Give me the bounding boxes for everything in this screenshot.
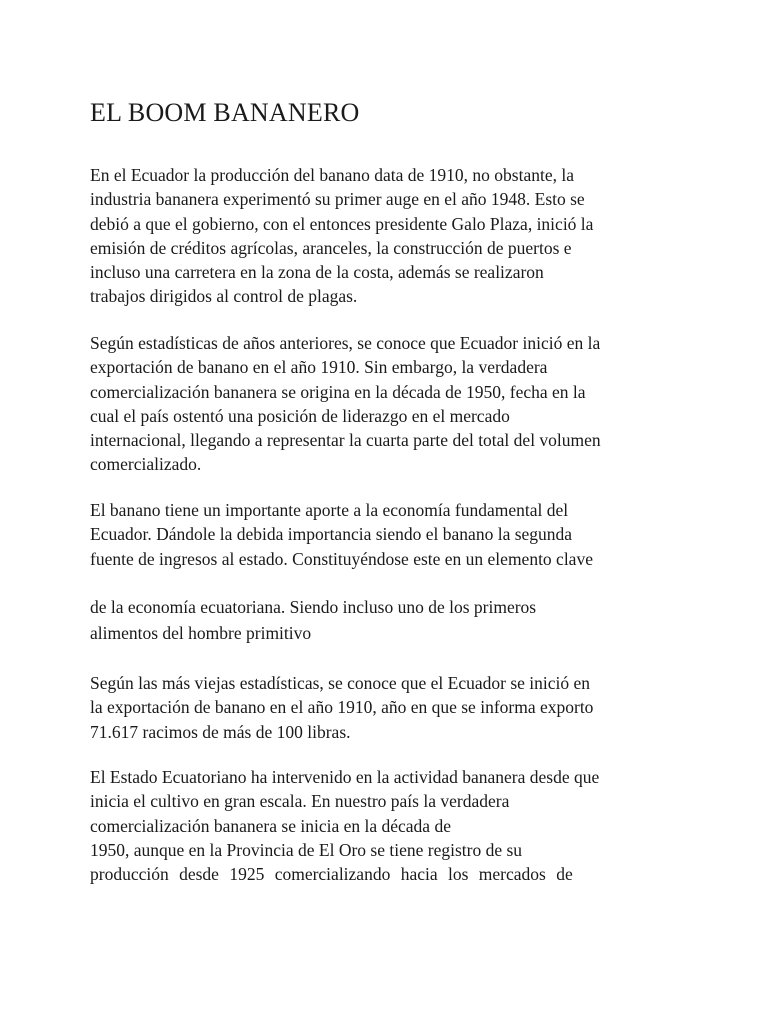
paragraph-line: debió a que el gobierno, con el entonces presidente Galo Plaza, inició la (90, 213, 594, 234)
paragraph-line: Según las más viejas estadísticas, se conoce que el Ecuador se inició en (90, 673, 591, 693)
paragraph-2 (90, 331, 690, 477)
paragraph-5 (90, 671, 690, 744)
paragraph-line: incluso una carretera en la zona de la costa, además se realizaron (90, 262, 544, 283)
paragraph-line: alimentos del hombre primitivo (90, 623, 312, 643)
paragraph-line: internacional, llegando a representar la cuarta parte del total del volumen (90, 430, 601, 451)
paragraph-line: 1950, aunque en la Provincia de El Oro se tiene registro de su (90, 839, 523, 860)
paragraph-line: comercialización bananera se inicia en la década de (90, 815, 451, 836)
paragraph-line: inicia el cultivo en gran escala. En nuestro país la verdadera (90, 791, 510, 812)
paragraph-line: 71.617 racimos de más de 100 libras. (90, 721, 351, 742)
paragraph-line: Según estadísticas de años anteriores, se conoce que Ecuador inició en la (90, 333, 601, 353)
paragraph-line: El Estado Ecuatoriano ha intervenido en la actividad bananera desde que (90, 767, 600, 787)
paragraph-line: exportación de banano en el año 1910. Sin embargo, la verdadera (90, 357, 548, 378)
paragraph-3 (90, 498, 690, 571)
paragraph-line: comercializado. (90, 454, 202, 475)
paragraph-line: En el Ecuador la producción del banano data de 1910, no obstante, la (90, 165, 575, 185)
paragraph-line: industria bananera experimentó su primer auge en el año 1948. Esto se (90, 189, 585, 210)
paragraph-line: fuente de ingresos al estado. Constituyéndose este en un elemento clave (90, 548, 593, 569)
paragraph-4 (90, 594, 690, 646)
paragraph-line: de la economía ecuatoriana. Siendo incluso uno de los primeros (90, 597, 537, 617)
paragraph-line: la exportación de banano en el año 1910, año en que se informa exporto (90, 697, 594, 718)
paragraph-line: cual el país ostentó una posición de liderazgo en el mercado (90, 405, 510, 426)
page-title: EL BOOM BANANERO (90, 98, 360, 127)
paragraph-line: emisión de créditos agrícolas, aranceles, la construcción de puertos e (90, 237, 572, 258)
paragraph-1 (90, 163, 690, 309)
paragraph-line: producción desde 1925 comercializando hacia los mercados de (90, 864, 573, 885)
paragraph-line: comercialización bananera se origina en la década de 1950, fecha en la (90, 381, 586, 402)
paragraph-line: Ecuador. Dándole la debida importancia siendo el banano la segunda (90, 524, 573, 545)
paragraph-line: El banano tiene un importante aporte a la economía fundamental del (90, 500, 569, 520)
paragraph-line: trabajos dirigidos al control de plagas. (90, 286, 358, 307)
paragraph-6 (90, 765, 690, 886)
